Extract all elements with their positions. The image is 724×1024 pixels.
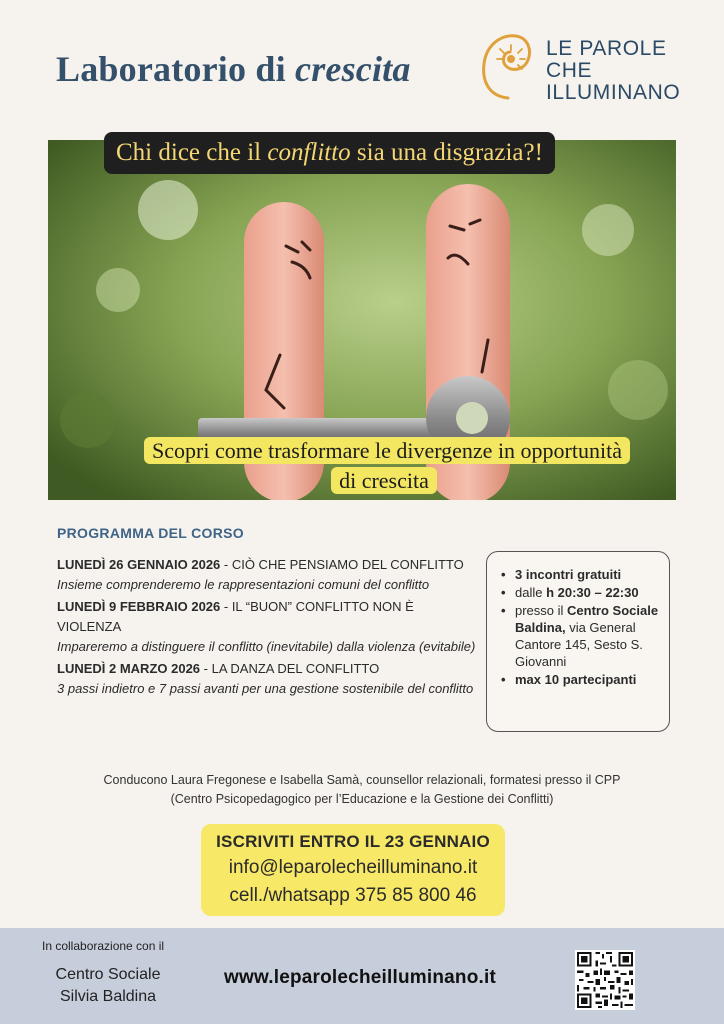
course-info-list — [501, 566, 659, 688]
session-date: LUNEDÌ 9 FEBBRAIO 2026 — [57, 599, 221, 614]
page-title — [56, 48, 411, 90]
session-date: LUNEDÌ 26 GENNAIO 2026 — [57, 557, 221, 572]
website-link[interactable]: www.leparolecheilluminano.it — [224, 967, 496, 988]
title-main: Laboratorio di — [56, 49, 296, 89]
session-title: - IL “BUON” CONFLITTO NON È VIOLENZA — [57, 599, 414, 634]
program-item — [57, 597, 477, 657]
program-heading: PROGRAMMA DEL CORSO — [57, 525, 244, 541]
question-part-1: Chi dice che il — [116, 139, 268, 166]
sun-spiral-icon — [478, 28, 536, 102]
title-italic: crescita — [295, 49, 411, 89]
info-max-participants: • max 10 partecipanti — [501, 671, 659, 688]
session-description: 3 passi indietro e 7 passi avanti per una gestione sostenibile del conflitto — [57, 681, 474, 696]
credit-line-1: Conducono Laura Fregonese e Isabella Samà, counsellor relazionali, formatesi presso il CPP — [103, 773, 621, 787]
contact-email[interactable]: info@leparolecheilluminano.it — [228, 857, 478, 878]
info-venue: • presso il Centro Sociale Baldina, via General Cantore 145, Sesto S. Giovanni — [501, 602, 659, 670]
registration-deadline: ISCRIVITI ENTRO IL 23 GENNAIO — [216, 832, 490, 851]
session-description: Impareremo a distinguere il conflitto (inevitabile) dalla violenza (evitabile) — [57, 639, 476, 654]
credit-line-2: (Centro Psicopedagogico per l’Educazione e la Gestione dei Conflitti) — [170, 792, 554, 806]
brand-line-3: ILLUMINANO — [546, 81, 681, 104]
question-part-2: sia una disgrazia?! — [350, 139, 543, 166]
session-title: - CIÒ CHE PENSIAMO DEL CONFLITTO — [220, 557, 464, 572]
brand-logo — [478, 28, 708, 108]
brand-line-2: CHE — [546, 59, 593, 82]
brand-line-1: LE PAROLE — [546, 37, 667, 60]
registration-box — [201, 824, 505, 916]
program-item — [57, 555, 477, 595]
question-keyword: conflitto — [267, 139, 351, 166]
question-banner — [104, 132, 555, 174]
contact-phone[interactable]: cell./whatsapp 375 85 800 46 — [229, 885, 477, 906]
info-meetings: • 3 incontri gratuiti — [501, 566, 659, 583]
session-date: LUNEDÌ 2 MARZO 2026 — [57, 661, 201, 676]
course-info-box — [486, 551, 670, 732]
hero-subtitle — [144, 436, 624, 496]
footer — [0, 928, 724, 1024]
session-description: Insieme comprenderemo le rappresentazioni comuni del conflitto — [57, 577, 430, 592]
facilitators-credit — [40, 771, 684, 809]
program-item — [57, 659, 477, 699]
collaboration-label: In collaborazione con il — [42, 939, 165, 953]
info-hours: • dalle h 20:30 – 22:30 — [501, 584, 659, 601]
program-list — [57, 555, 477, 701]
brand-name — [546, 38, 680, 104]
partner-name: Centro Sociale Silvia Baldina — [55, 966, 161, 1005]
hero-subtitle-text: Scopri come trasformare le divergenze in opportunità di crescita — [144, 437, 630, 494]
qr-code-icon[interactable] — [575, 950, 635, 1010]
session-title: - LA DANZA DEL CONFLITTO — [200, 661, 380, 676]
